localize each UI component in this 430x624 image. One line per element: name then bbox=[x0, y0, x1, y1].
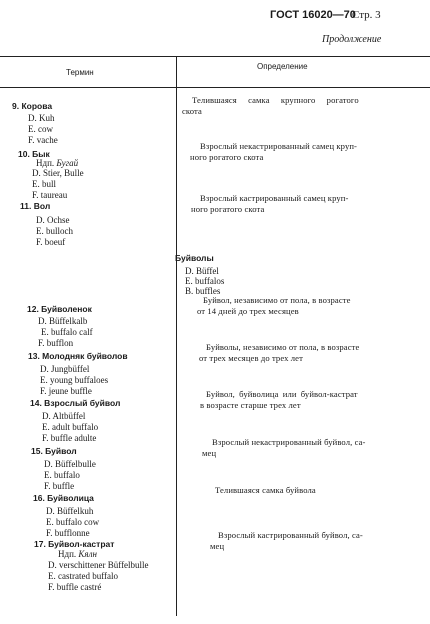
term-equivalent: F. bufflon bbox=[38, 338, 74, 348]
section-equivalent: B. buffles bbox=[185, 286, 221, 296]
term-title: 11. Вол bbox=[20, 201, 51, 211]
term-title: 13. Молодняк буйволов bbox=[28, 351, 128, 361]
deprecated-synonym: Ндп. Бугай bbox=[36, 158, 79, 168]
term-title: 14. Взрослый буйвол bbox=[30, 398, 121, 408]
definition-text: от 14 дней до трех месяцев bbox=[197, 306, 299, 316]
section-equivalent: D. Büffel bbox=[185, 266, 219, 276]
column-divider bbox=[176, 56, 177, 616]
term-title: 10. Бык bbox=[18, 149, 50, 159]
term-equivalent: D. Büffelkuh bbox=[46, 506, 94, 516]
definition-text: Буйволы, независимо от пола, в возрасте bbox=[206, 342, 360, 352]
standard-number: ГОСТ 16020—70 bbox=[270, 9, 356, 21]
term-equivalent: E. buffalo bbox=[44, 470, 80, 480]
term-equivalent: E. adult buffalo bbox=[42, 422, 99, 432]
term-title: 12. Буйволенок bbox=[27, 304, 92, 314]
term-equivalent: D. Büffelkalb bbox=[38, 316, 88, 326]
term-equivalent: F. buffle castré bbox=[48, 582, 102, 592]
definition-text: Буйвол, независимо от пола, в возрасте bbox=[203, 295, 351, 305]
term-equivalent: F. bufflonne bbox=[46, 528, 90, 538]
definition-text: Буйвол, буйволица или буйвол-кастрат bbox=[206, 389, 358, 399]
term-equivalent: D. Jungbüffel bbox=[40, 364, 90, 374]
term-equivalent: E. young buffaloes bbox=[40, 375, 109, 385]
definition-text: ного рогатого скота bbox=[190, 152, 264, 162]
definition-text: Взрослый некастрированный самец круп- bbox=[200, 141, 358, 151]
term-equivalent: E. buffalo cow bbox=[46, 517, 100, 527]
term-equivalent: F. taureau bbox=[32, 190, 68, 200]
term-equivalent: F. vache bbox=[28, 135, 58, 145]
term-equivalent: E. bulloch bbox=[36, 226, 73, 236]
definition-text: в возрасте старше трех лет bbox=[200, 400, 301, 410]
section-title: Буйволы bbox=[175, 253, 214, 263]
deprecated-synonym: Ндп. Кялн bbox=[58, 549, 97, 559]
table-header-rule bbox=[0, 87, 430, 88]
definition-text: ного рогатого скота bbox=[191, 204, 265, 214]
term-equivalent: D. verschittener Büffelbulle bbox=[48, 560, 149, 570]
term-equivalent: F. buffle bbox=[44, 481, 75, 491]
definition-text: Телившаяся самка буйвола bbox=[215, 485, 316, 495]
continuation-label: Продолжение bbox=[322, 34, 382, 45]
term-equivalent: F. buffle adulte bbox=[42, 433, 97, 443]
term-equivalent: E. cow bbox=[28, 124, 53, 134]
term-equivalent: E. castrated buffalo bbox=[48, 571, 119, 581]
term-equivalent: D. Büffelbulle bbox=[44, 459, 96, 469]
term-equivalent: D. Stier, Bulle bbox=[32, 168, 84, 178]
term-title: 9. Корова bbox=[12, 101, 53, 111]
term-equivalent: F. boeuf bbox=[36, 237, 66, 247]
definition-text: Телившаяся самка крупного рогатого bbox=[192, 95, 359, 105]
term-equivalent: D. Ochse bbox=[36, 215, 70, 225]
term-equivalent: E. bull bbox=[32, 179, 56, 189]
term-title: 17. Буйвол-кастрат bbox=[34, 539, 115, 549]
definition-text: от трех месяцев до трех лет bbox=[199, 353, 303, 363]
term-equivalent: E. buffalo calf bbox=[41, 327, 93, 337]
section-equivalent: E. buffalos bbox=[185, 276, 225, 286]
definition-text: скота bbox=[182, 106, 202, 116]
definition-text: Взрослый кастрированный буйвол, са- bbox=[218, 530, 363, 540]
definition-text: Взрослый некастрированный буйвол, са- bbox=[212, 437, 366, 447]
page-number: Стр. 3 bbox=[352, 9, 381, 21]
term-title: 15. Буйвол bbox=[31, 446, 77, 456]
definition-text: Взрослый кастрированный самец круп- bbox=[200, 193, 349, 203]
term-equivalent: D. Altbüffel bbox=[42, 411, 86, 421]
table-top-rule bbox=[0, 56, 430, 57]
column-header-term: Термин bbox=[66, 68, 94, 77]
column-header-definition: Определение bbox=[257, 62, 308, 71]
term-equivalent: D. Kuh bbox=[28, 113, 55, 123]
definition-text: мец bbox=[210, 541, 225, 551]
term-equivalent: F. jeune buffle bbox=[40, 386, 92, 396]
definition-text: мец bbox=[202, 448, 217, 458]
term-title: 16. Буйволица bbox=[33, 493, 94, 503]
